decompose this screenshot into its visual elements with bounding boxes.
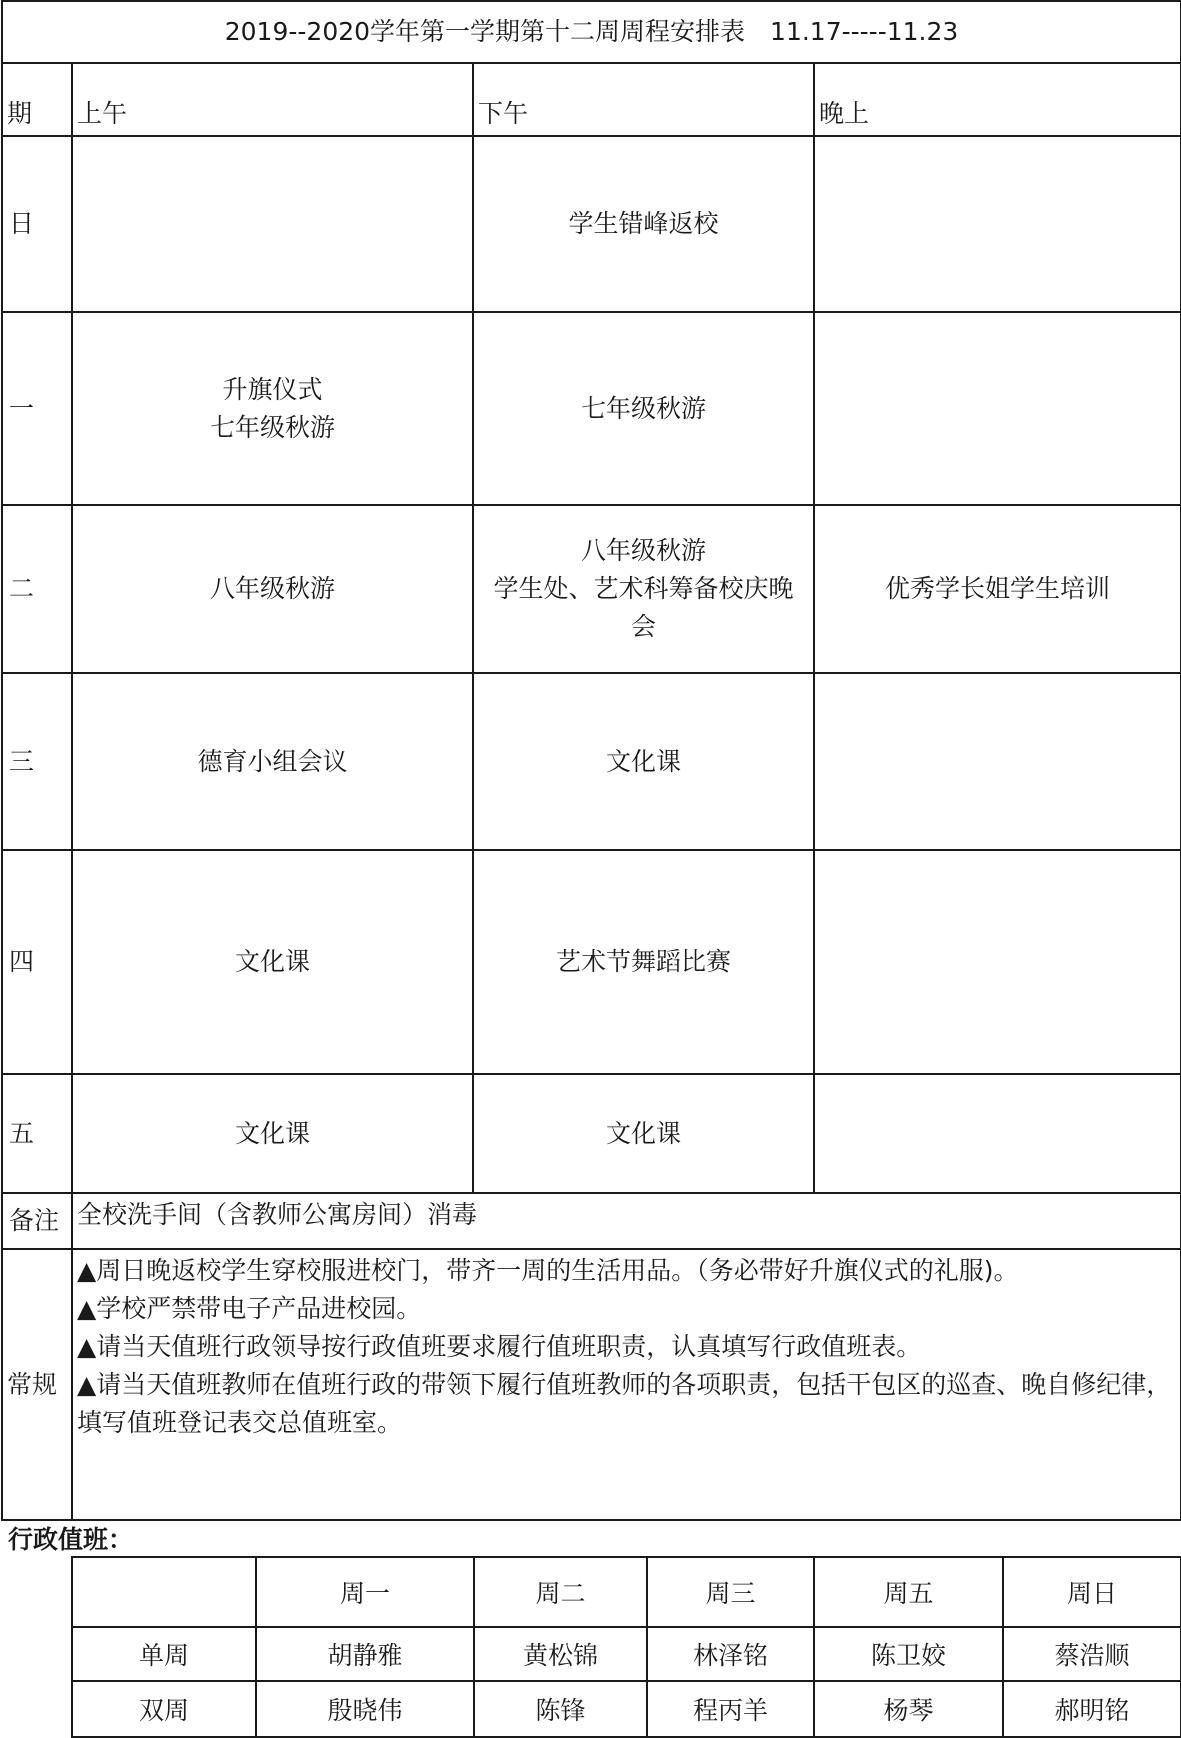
duty-header-tue: 周二 bbox=[474, 1557, 647, 1627]
activity: 德育小组会议 bbox=[197, 746, 348, 776]
duty-person: 殷晓伟 bbox=[256, 1681, 474, 1737]
duty-person: 黄松锦 bbox=[474, 1627, 647, 1681]
duty-person: 蔡浩顺 bbox=[1003, 1627, 1181, 1681]
day-label: 三 bbox=[2, 673, 72, 850]
duty-person: 林泽铭 bbox=[647, 1627, 814, 1681]
activity: 学生处、艺术科筹备校庆晚会 bbox=[493, 574, 794, 641]
day-row bbox=[2, 136, 1181, 312]
activity: 艺术节舞蹈比赛 bbox=[555, 947, 731, 976]
activity: 文化课 bbox=[605, 1118, 681, 1148]
day-row bbox=[2, 850, 1181, 1074]
day-label: 五 bbox=[2, 1074, 72, 1193]
day-label: 二 bbox=[2, 505, 72, 673]
evening-cell bbox=[814, 312, 1181, 505]
rules-list bbox=[72, 1249, 1181, 1520]
activity: 七年级秋游 bbox=[580, 393, 706, 423]
morning-cell bbox=[72, 312, 473, 505]
duty-header-sun: 周日 bbox=[1003, 1557, 1181, 1627]
activity: 八年级秋游 bbox=[209, 574, 335, 603]
duty-week-label: 双周 bbox=[72, 1681, 256, 1737]
afternoon-cell bbox=[473, 673, 814, 850]
day-row bbox=[2, 312, 1181, 505]
afternoon-cell bbox=[473, 505, 814, 673]
morning-cell bbox=[72, 136, 473, 312]
evening-cell bbox=[814, 505, 1181, 673]
activity: 优秀学长姐学生培训 bbox=[885, 574, 1111, 603]
duty-header-row bbox=[72, 1557, 1181, 1627]
header-morning: 上午 bbox=[72, 63, 473, 136]
day-label: 四 bbox=[2, 850, 72, 1074]
rules-label: 常规 bbox=[2, 1249, 72, 1520]
activity: 文化课 bbox=[234, 947, 310, 976]
morning-cell bbox=[72, 505, 473, 673]
duty-header-corner bbox=[72, 1557, 256, 1627]
afternoon-cell bbox=[473, 1074, 814, 1193]
afternoon-cell bbox=[473, 312, 814, 505]
header-period: 期 bbox=[2, 63, 72, 136]
header-afternoon: 下午 bbox=[473, 63, 814, 136]
morning-cell bbox=[72, 673, 473, 850]
duty-table bbox=[71, 1556, 1181, 1738]
duty-person: 陈卫姣 bbox=[814, 1627, 1003, 1681]
activity: 八年级秋游 bbox=[580, 536, 706, 565]
duty-row bbox=[72, 1681, 1181, 1737]
rule-item: ▲请当天值班行政领导按行政值班要求履行值班职责，认真填写行政值班表。 bbox=[77, 1332, 922, 1361]
duty-person: 胡静雅 bbox=[256, 1627, 474, 1681]
day-row bbox=[2, 505, 1181, 673]
duty-person: 程丙羊 bbox=[647, 1681, 814, 1737]
duty-header-wed: 周三 bbox=[647, 1557, 814, 1627]
day-label: 一 bbox=[2, 312, 72, 505]
day-row bbox=[2, 673, 1181, 850]
schedule-title: 2019--2020学年第一学期第十二周周程安排表 11.17-----11.23 bbox=[2, 1, 1181, 63]
duty-person: 郝明铭 bbox=[1003, 1681, 1181, 1737]
afternoon-cell bbox=[473, 850, 814, 1074]
notes-text: 全校洗手间（含教师公寓房间）消毒 bbox=[72, 1193, 1181, 1249]
duty-header-mon: 周一 bbox=[256, 1557, 474, 1627]
morning-cell bbox=[72, 1074, 473, 1193]
rule-item: ▲学校严禁带电子产品进校园。 bbox=[77, 1294, 422, 1323]
morning-cell bbox=[72, 850, 473, 1074]
duty-section-title: 行政值班： bbox=[8, 1525, 134, 1554]
duty-week-label: 单周 bbox=[72, 1627, 256, 1681]
activity: 七年级秋游 bbox=[209, 412, 335, 442]
duty-person: 杨琴 bbox=[814, 1681, 1003, 1737]
evening-cell bbox=[814, 1074, 1181, 1193]
duty-row bbox=[72, 1627, 1181, 1681]
evening-cell bbox=[814, 673, 1181, 850]
duty-header-fri: 周五 bbox=[814, 1557, 1003, 1627]
weekly-schedule-table bbox=[1, 0, 1181, 1521]
activity: 学生错峰返校 bbox=[568, 209, 719, 238]
activity: 文化课 bbox=[605, 746, 681, 776]
rule-item: ▲周日晚返校学生穿校服进校门，带齐一周的生活用品。（务必带好升旗仪式的礼服)。 bbox=[77, 1256, 1019, 1285]
activity: 文化课 bbox=[234, 1118, 310, 1148]
notes-label: 备注 bbox=[2, 1193, 72, 1249]
activity: 升旗仪式 bbox=[222, 374, 323, 404]
duty-person: 陈锋 bbox=[474, 1681, 647, 1737]
day-row bbox=[2, 1074, 1181, 1193]
evening-cell bbox=[814, 850, 1181, 1074]
header-evening: 晚上 bbox=[814, 63, 1181, 136]
day-label: 日 bbox=[2, 136, 72, 312]
evening-cell bbox=[814, 136, 1181, 312]
afternoon-cell bbox=[473, 136, 814, 312]
rule-item: ▲请当天值班教师在值班行政的带领下履行值班教师的各项职责，包括干包区的巡查、晚自修纪律，填写值班登记表交总值班室。 bbox=[77, 1370, 1172, 1437]
